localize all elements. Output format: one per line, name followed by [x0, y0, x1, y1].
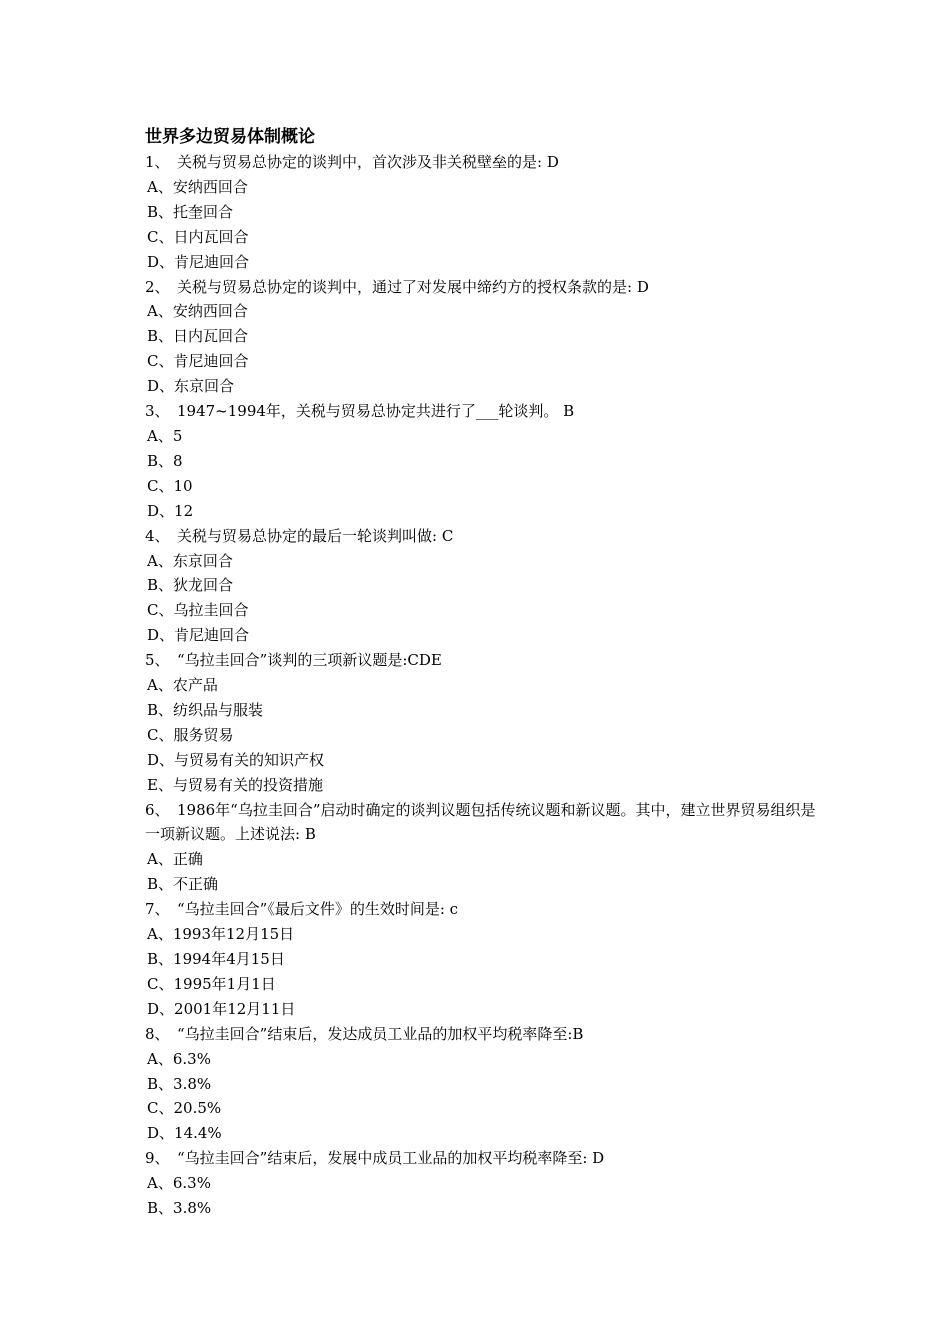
answer-option: C、日内瓦回合: [147, 227, 249, 246]
question-block: [145, 524, 825, 649]
question-block: [145, 399, 825, 524]
question-block: [145, 897, 825, 1022]
answer-option: A、东京回合: [147, 551, 233, 570]
answer-option: A、6.3%: [147, 1049, 211, 1068]
answer-option: B、1994年4月15日: [147, 950, 285, 968]
question-stem: [145, 648, 825, 673]
question-number: 2、: [145, 277, 170, 296]
question-text: 1947~1994年，关税与贸易总协定共进行了___轮谈判。 B: [177, 402, 575, 421]
document-title: 世界多边贸易体制概论: [145, 127, 315, 147]
question-stem: [145, 275, 825, 300]
answer-option: D、14.4%: [147, 1124, 222, 1143]
question-block: [145, 798, 825, 898]
answer-option: B、纺织品与服装: [147, 700, 264, 719]
answer-option: C、20.5%: [147, 1099, 222, 1118]
answer-option: B、8: [147, 451, 183, 470]
answer-option: C、肯尼迪回合: [147, 352, 249, 371]
answer-option: D、12: [147, 501, 194, 520]
question-text: “乌拉圭回合”结束后，发达成员工业品的加权平均税率降至:B: [177, 1024, 584, 1043]
answer-option: D、2001年12月11日: [147, 999, 296, 1018]
question-block: [145, 150, 825, 275]
answer-option: D、肯尼迪回合: [147, 626, 250, 645]
question-list: [145, 150, 825, 1221]
question-number: 3、: [145, 402, 170, 421]
answer-option: C、服务贸易: [147, 725, 234, 744]
question-number: 8、: [145, 1024, 170, 1043]
answer-option: E、与贸易有关的投资措施: [147, 775, 323, 794]
question-stem: [145, 399, 825, 424]
question-text: “乌拉圭回合”谈判的三项新议题是:CDE: [177, 651, 442, 670]
question-text: 关税与贸易总协定的谈判中，首次涉及非关税壁垒的是: D: [177, 153, 559, 171]
answer-option: A、安纳西回合: [147, 177, 248, 196]
question-stem: [145, 897, 825, 922]
answer-option: C、1995年1月1日: [147, 974, 276, 993]
question-number: 6、: [145, 800, 170, 819]
question-text: 关税与贸易总协定的谈判中，通过了对发展中缔约方的授权条款的是: D: [177, 277, 649, 296]
answer-option: B、3.8%: [147, 1074, 212, 1093]
answer-option: A、正确: [147, 850, 203, 869]
answer-option: A、5: [147, 426, 183, 445]
question-stem: [145, 1146, 825, 1171]
answer-option: C、10: [147, 476, 193, 495]
question-block: [145, 1022, 825, 1147]
answer-option: B、狄龙回合: [147, 576, 234, 595]
question-stem: [145, 150, 825, 175]
question-text: “乌拉圭回合”结束后，发展中成员工业品的加权平均税率降至: D: [177, 1149, 605, 1168]
answer-option: D、与贸易有关的知识产权: [147, 750, 325, 769]
question-stem: [145, 1022, 825, 1047]
document-body: [145, 124, 825, 1221]
question-text: 1986年“乌拉圭回合”启动时确定的谈判议题包括传统议题和新议题。其中，建立世界贸易组织是一项新议题。上述说法: B: [145, 800, 816, 844]
answer-option: B、日内瓦回合: [147, 327, 249, 346]
question-stem: [145, 524, 825, 549]
question-number: 1、: [145, 153, 170, 171]
question-number: 5、: [145, 651, 170, 670]
question-text: 关税与贸易总协定的最后一轮谈判叫做: C: [177, 526, 454, 545]
question-number: 7、: [145, 900, 170, 919]
answer-option: A、1993年12月15日: [147, 925, 295, 944]
answer-option: B、托奎回合: [147, 202, 234, 221]
question-number: 9、: [145, 1149, 170, 1168]
question-block: [145, 275, 825, 400]
answer-option: B、3.8%: [147, 1199, 212, 1218]
answer-option: D、肯尼迪回合: [147, 252, 250, 271]
answer-option: C、乌拉圭回合: [147, 601, 249, 620]
answer-option: A、6.3%: [147, 1174, 211, 1193]
question-block: [145, 1146, 825, 1221]
question-number: 4、: [145, 526, 170, 545]
answer-option: D、东京回合: [147, 377, 235, 396]
question-block: [145, 648, 825, 797]
answer-option: A、农产品: [147, 676, 218, 695]
answer-option: A、安纳西回合: [147, 302, 248, 321]
question-text: “乌拉圭回合”《最后文件》的生效时间是: c: [177, 900, 459, 919]
question-stem: [145, 798, 825, 848]
answer-option: B、不正确: [147, 875, 219, 894]
